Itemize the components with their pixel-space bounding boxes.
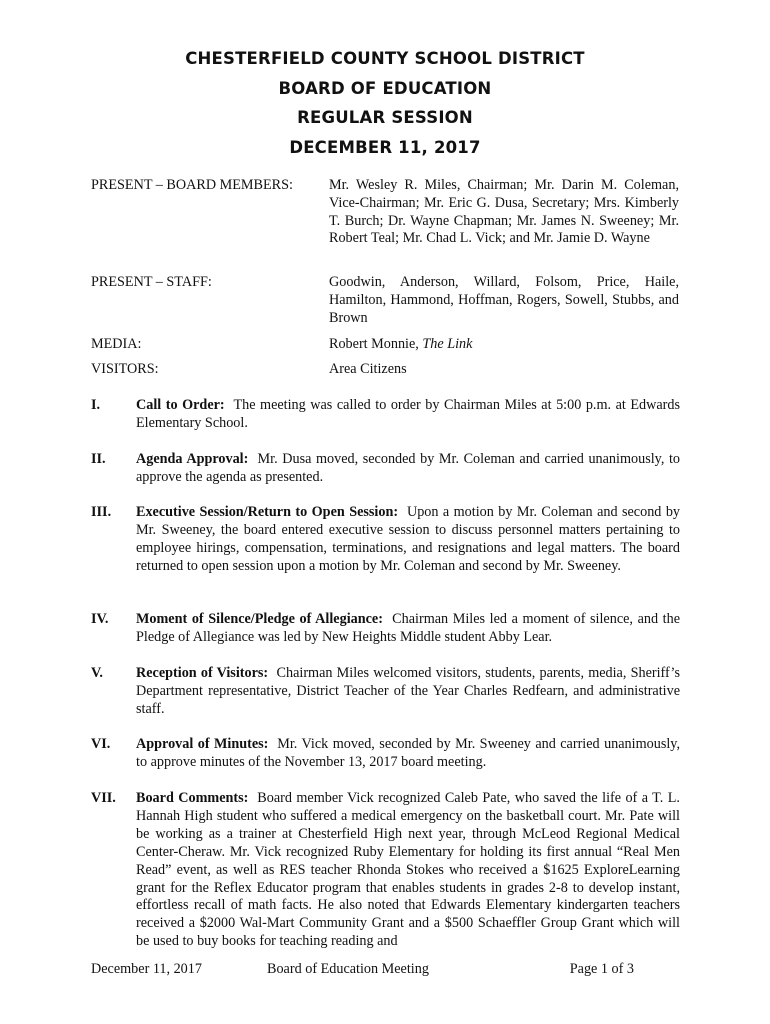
staff-list: Goodwin, Anderson, Willard, Folsom, Price, Haile, Hamilton, Hammond, Hoffman, Rogers, Sowell, Stubbs, and Brown [329,274,679,326]
visitors-value: Area Citizens [329,361,407,377]
section-text: Board member Vick recognized Caleb Pate, who saved the life of a T. L. Hannah High student who suffered a medical emergency on the basketball court. Mr. Pate will be working as a trainer at Chesterfield High next year, through McLeod Regional Medical Center-Cheraw. Mr. Vick recognized Ruby Elementary for holding its first annual “Real Men Read” event, as well as RES teacher Rhonda Stokes who received a $1625 ExploreLearning grant for the Reflex Educator program that enables students in grades 2-8 to develop instant, effortless recall of math facts. He also noted that Edwards Elementary kindergarten teachers received a $2000 Wal-Mart Community Grant and a $500 Schaeffler Group Grant which will be used to buy books for teaching reading and [136,790,680,950]
section-number: VI. [91,736,111,752]
footer-page-number: Page 1 of 3 [569,961,634,977]
staff-label: PRESENT – STAFF: [91,274,212,290]
board-members-list: Mr. Wesley R. Miles, Chairman; Mr. Darin M. Coleman, Vice-Chairman; Mr. Eric G. Dusa, Secretary; Mrs. Kimberly T. Burch; Dr. Wayne Chapman; Mr. James N. Sweeney; Mr. Robert Teal; Mr. Chad L. Vick; and Mr. Jamie D. Wayne [329,177,679,247]
media-reporter: Robert Monnie, [329,336,423,352]
section-heading: Reception of Visitors: [136,665,269,681]
section-executive-session [91,504,680,576]
section-number: I. [91,397,101,413]
footer-date: December 11, 2017 [91,961,202,977]
section-text: The meeting was called to order by Chairman Miles at 5:00 p.m. at Edwards Elementary School. [136,397,680,431]
section-number: V. [91,665,103,681]
media-outlet: The Link [422,336,473,352]
section-text: Mr. Dusa moved, seconded by Mr. Coleman and carried unanimously, to approve the agenda as presented. [136,451,680,485]
section-text: Upon a motion by Mr. Coleman and second by Mr. Sweeney, the board entered executive session to discuss personnel matters pertaining to employee hirings, compensation, terminations, and resignations and legal matters. The board returned to open session upon a motion by Mr. Coleman and second by Mr. Sweeney. [136,504,681,574]
section-text: Mr. Vick moved, seconded by Mr. Sweeney and carried unanimously, to approve minutes of the November 13, 2017 board meeting. [136,736,680,770]
section-text: Chairman Miles led a moment of silence, and the Pledge of Allegiance was led by New Heights Middle student Abby Lear. [136,611,680,645]
media-label: MEDIA: [91,336,142,352]
media-value [329,336,679,354]
footer-meeting: Board of Education Meeting [267,961,429,977]
section-heading: Moment of Silence/Pledge of Allegiance: [136,611,383,627]
section-number: III. [91,504,112,520]
document-header [0,44,770,162]
board-name: BOARD OF EDUCATION [278,78,492,98]
section-heading: Executive Session/Return to Open Session: [136,504,399,520]
section-text: Chairman Miles welcomed visitors, students, parents, media, Sheriff’s Department representative, District Teacher of the Year Charles Redfearn, and administrative staff. [136,665,680,717]
section-visitors [91,665,680,719]
section-agenda-approval [91,451,680,487]
section-heading: Call to Order: [136,397,225,413]
section-minutes [91,736,680,772]
section-board-comments [91,790,680,951]
district-name: CHESTERFIELD COUNTY SCHOOL DISTRICT [185,49,585,68]
meeting-date: DECEMBER 11, 2017 [289,137,481,157]
section-heading: Approval of Minutes: [136,736,269,752]
section-heading: Board Comments: [136,790,249,806]
section-number: IV. [91,611,109,627]
section-heading: Agenda Approval: [136,451,249,467]
board-members-label: PRESENT – BOARD MEMBERS: [91,177,293,193]
section-number: II. [91,451,106,467]
section-call-to-order [91,397,680,433]
session-type: REGULAR SESSION [297,108,473,127]
visitors-label: VISITORS: [91,361,159,377]
section-pledge [91,611,680,647]
section-number: VII. [91,790,116,806]
